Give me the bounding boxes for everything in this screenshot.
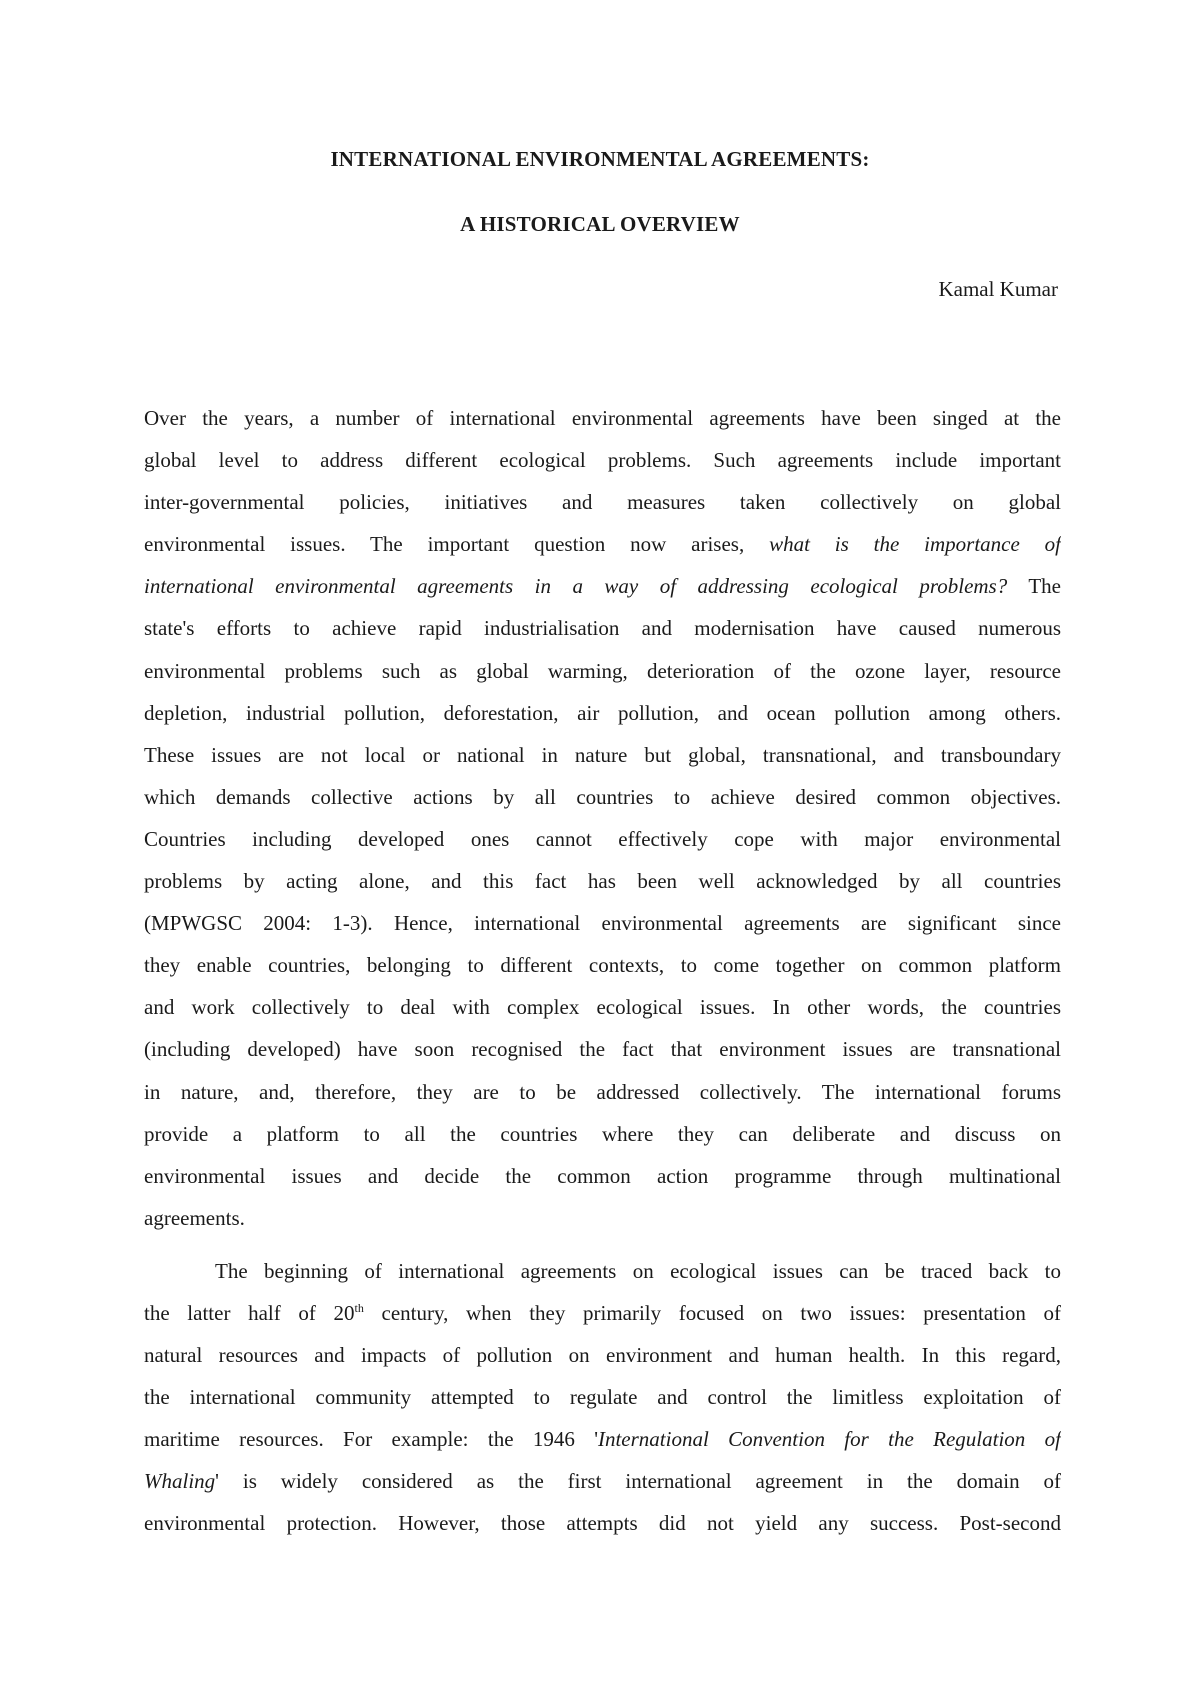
paragraph-line: the international community attempted to regulate and control the limitless exploitation of [144, 1385, 1061, 1410]
paragraph-line: they enable countries, belonging to different contexts, to come together on common platform [144, 953, 1061, 978]
paragraph-line: environmental issues and decide the common action programme through multinational [144, 1163, 1061, 1188]
paragraph-text: maritime resources. For example: the 1946 ' [144, 1427, 598, 1452]
paragraph-line: and work collectively to deal with complex ecological issues. In other words, the countries [144, 995, 1061, 1020]
paragraph-line: Over the years, a number of international environmental agreements have been singed at the [144, 406, 1061, 430]
paragraph-line [144, 1460, 1061, 1502]
paragraph-line: (MPWGSC 2004: 1-3). Hence, international environmental agreements are significant since [144, 911, 1061, 936]
paragraph-line: in nature, and, therefore, they are to be addressed collectively. The international forums [144, 1079, 1061, 1104]
body-text [144, 397, 1061, 1545]
paragraph-line [144, 1418, 1061, 1460]
paragraph-text: century, when they primarily focused on two issues: presentation of [363, 1300, 1061, 1325]
paragraph-gap [144, 1239, 1061, 1250]
paragraph-line: (including developed) have soon recognised the fact that environment issues are transnational [144, 1037, 1061, 1062]
paragraph-line: provide a platform to all the countries where they can deliberate and discuss on [144, 1121, 1061, 1146]
paragraph-text: The [1028, 574, 1061, 599]
paragraph-text: the latter half of 20 [144, 1300, 355, 1325]
author-name: Kamal Kumar [938, 277, 1058, 301]
paragraph-line: These issues are not local or national in nature but global, transnational, and transboundary [144, 742, 1061, 767]
paragraph-line: global level to address different ecological problems. Such agreements include important [144, 448, 1061, 473]
paragraph-line: agreements. [144, 1205, 245, 1230]
document-title-line2: A HISTORICAL OVERVIEW [460, 212, 740, 236]
paragraph-line: state's efforts to achieve rapid industrialisation and modernisation have caused numerous [144, 616, 1061, 641]
paragraph-line: which demands collective actions by all countries to achieve desired common objectives. [144, 784, 1061, 809]
paragraph-line: problems by acting alone, and this fact has been well acknowledged by all countries [144, 869, 1061, 894]
paragraph-text: environmental issues. The important question now arises, [144, 532, 745, 557]
paragraph-line: depletion, industrial pollution, deforestation, air pollution, and ocean pollution among others. [144, 700, 1061, 725]
superscript: th [354, 1300, 364, 1315]
paragraph-line: Countries including developed ones cannot effectively cope with major environmental [144, 826, 1061, 851]
paragraph-line: environmental protection. However, those attempts did not yield any success. Post-second [144, 1511, 1061, 1536]
paragraph-line [144, 565, 1061, 607]
paragraph-line [144, 523, 1061, 565]
italic-title: International Convention for the Regulation of [597, 1427, 1061, 1452]
paragraph-line: inter-governmental policies, initiatives and measures taken collectively on global [144, 490, 1061, 515]
paragraph-line: environmental problems such as global warming, deterioration of the ozone layer, resource [144, 658, 1061, 683]
paragraph-text: ' is widely considered as the first international agreement in the domain of [215, 1469, 1061, 1494]
document-title-line1: INTERNATIONAL ENVIRONMENTAL AGREEMENTS: [330, 147, 870, 171]
italic-question: what is the importance of [769, 532, 1061, 557]
italic-question: international environmental agreements in a way of addressing ecological problems? [144, 574, 1008, 599]
paragraph-line: The beginning of international agreements on ecological issues can be traced back to [215, 1258, 1061, 1283]
paragraph-line: natural resources and impacts of pollution on environment and human health. In this regard, [144, 1343, 1061, 1368]
paragraph-line [144, 1292, 1061, 1334]
italic-title: Whaling [144, 1469, 216, 1494]
